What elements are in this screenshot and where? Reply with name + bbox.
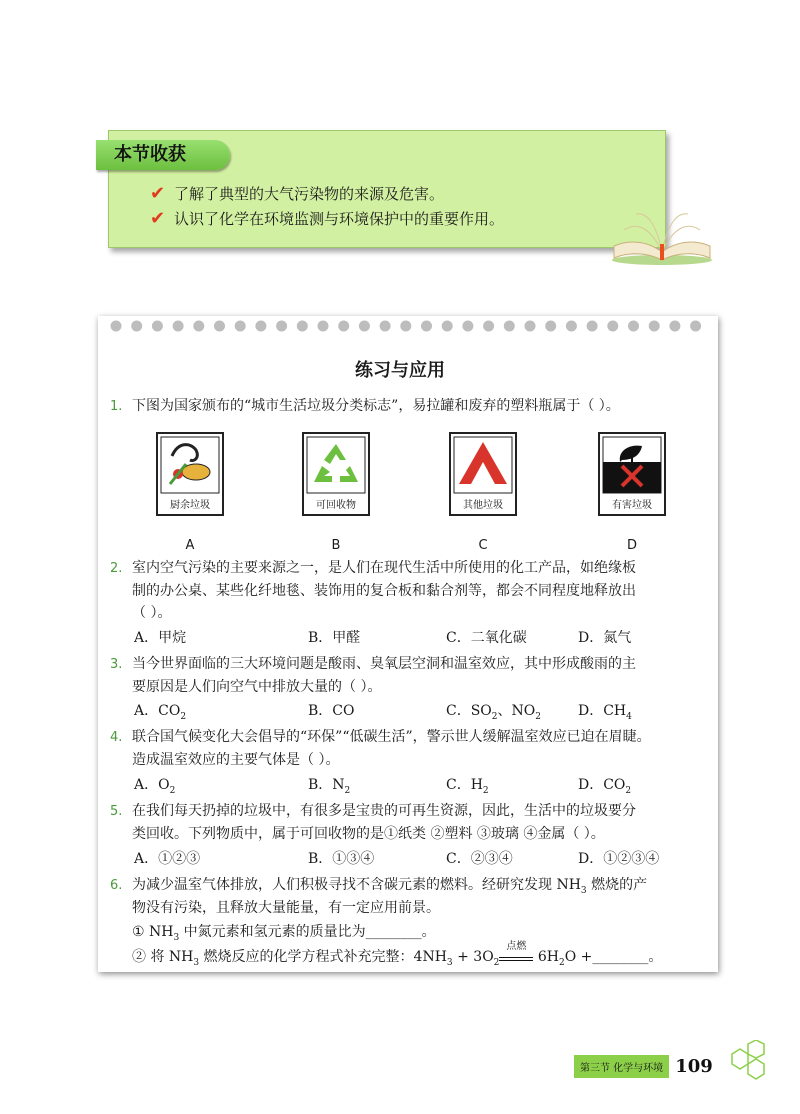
binder-hole	[338, 321, 349, 332]
exercise-title: 练习与应用	[355, 360, 445, 381]
other-waste-sign-icon	[449, 432, 517, 516]
sign-caption: 可回收物	[316, 500, 356, 511]
binder-hole	[359, 321, 370, 332]
option-d: D．氮气	[578, 630, 632, 646]
question-number: 6.	[110, 878, 123, 893]
question-text: 类回收。下列物质中，属于可回收物的是①纸类 ②塑料 ③玻璃 ④金属（ ）。	[132, 826, 605, 842]
option-b: B．$N_2$	[308, 777, 351, 796]
binder-hole	[545, 321, 556, 332]
checkmark-icon: ✔	[150, 183, 166, 204]
question-text: 联合国气候变化大会倡导的“环保”“低碳生活”，警示世人缓解温室效应已迫在眉睫。	[132, 729, 651, 745]
question-text: 下图为国家颁布的“城市生活垃圾分类标志”，易拉罐和废弃的塑料瓶属于（ ）。	[132, 398, 620, 414]
summary-item	[150, 208, 504, 229]
binder-hole	[297, 321, 308, 332]
binder-hole	[276, 321, 287, 332]
binder-hole	[318, 321, 329, 332]
open-book-icon	[610, 200, 714, 266]
question-part-2: ② 将 $NH_3$ 燃烧反应的化学方程式补充完整：$4NH_3 + 3O_2$ 点燃 $6H_2O$ +________。	[132, 941, 663, 968]
binder-hole	[442, 321, 453, 332]
question-text: 制的办公桌、某些化纤地毯、装饰用的复合板和黏合剂等，都会不同程度地释放出	[132, 583, 636, 599]
page-footer	[574, 1055, 713, 1077]
option-c: C．②③④	[446, 851, 513, 867]
option-a: A．甲烷	[134, 630, 187, 646]
checkmark-icon: ✔	[150, 208, 166, 229]
question-4	[110, 725, 651, 750]
option-a: A．$O_2$	[134, 777, 176, 796]
option-d: D．$CH_4$	[578, 703, 632, 722]
binder-hole	[235, 321, 246, 332]
option-d: D．①②③④	[578, 851, 660, 867]
option-label: A	[185, 538, 195, 553]
reaction-condition: 点燃	[499, 949, 533, 961]
section-tag: 第三节 化学与环境	[574, 1055, 669, 1078]
sign-caption: 有害垃圾	[612, 500, 652, 511]
binder-hole	[421, 321, 432, 332]
binder-hole	[400, 321, 411, 332]
sign-caption: 厨余垃圾	[170, 500, 210, 511]
option-c: C．$SO_2$、$NO_2$	[446, 703, 541, 722]
summary-tab: 本节收获	[96, 140, 230, 170]
option-b: B．甲醛	[308, 630, 361, 646]
question-3	[110, 652, 636, 677]
recyclable-sign-icon	[302, 432, 370, 516]
binder-hole	[483, 321, 494, 332]
binder-hole	[649, 321, 660, 332]
binder-hole	[193, 321, 204, 332]
question-part-1: ① $NH_3$ 中氮元素和氢元素的质量比为________。	[132, 924, 436, 943]
food-waste-sign-icon	[156, 432, 224, 516]
option-label: D	[626, 538, 637, 553]
binder-hole	[566, 321, 577, 332]
question-number: 1.	[110, 399, 123, 414]
binder-hole	[690, 321, 701, 332]
option-d: D．$CO_2$	[578, 777, 632, 796]
binder-hole	[607, 321, 618, 332]
question-text: （ ）。	[132, 605, 172, 621]
page-number: 109	[675, 1055, 713, 1077]
question-1	[110, 394, 710, 419]
question-number: 4.	[110, 730, 123, 745]
binder-holes	[108, 319, 708, 333]
option-c: C．二氧化碳	[446, 630, 527, 646]
binder-hole	[462, 321, 473, 332]
sign-caption: 其他垃圾	[463, 500, 503, 511]
question-text: 在我们每天扔掉的垃圾中，有很多是宝贵的可再生资源，因此，生活中的垃圾要分	[132, 803, 636, 819]
binder-hole	[173, 321, 184, 332]
option-b: B．①③④	[308, 851, 375, 867]
question-2	[110, 556, 636, 581]
option-b: B．CO	[308, 703, 355, 719]
binder-hole	[669, 321, 680, 332]
question-5	[110, 799, 636, 824]
binder-hole	[111, 321, 122, 332]
binder-hole	[504, 321, 515, 332]
option-a: A．①②③	[134, 851, 201, 867]
binder-hole	[525, 321, 536, 332]
binder-hole	[152, 321, 163, 332]
option-c: C．$H_2$	[446, 777, 489, 796]
option-label: B	[331, 538, 341, 553]
question-number: 5.	[110, 804, 123, 819]
question-number: 3.	[110, 657, 123, 672]
hexagon-decoration-icon	[722, 1040, 772, 1080]
question-text: 室内空气污染的主要来源之一，是人们在现代生活中所使用的化工产品，如绝缘板	[132, 560, 636, 576]
binder-hole	[628, 321, 639, 332]
hazardous-waste-sign-icon	[598, 432, 666, 516]
question-number: 2.	[110, 561, 123, 576]
question-text: 物没有污染，且释放大量能量，有一定应用前景。	[132, 900, 440, 916]
binder-hole	[587, 321, 598, 332]
summary-item-text: 了解了典型的大气污染物的来源及危害。	[174, 185, 445, 203]
summary-item	[150, 183, 444, 204]
option-label: C	[478, 538, 488, 553]
binder-hole	[214, 321, 225, 332]
binder-hole	[380, 321, 391, 332]
binder-hole	[131, 321, 142, 332]
binder-hole	[255, 321, 266, 332]
question-text: 要原因是人们向空气中排放大量的（ ）。	[132, 679, 382, 695]
question-6: 6. 为减少温室气体排放，人们积极寻找不含碳元素的燃料。经研究发现 $NH_3$ 燃烧的产	[110, 873, 647, 898]
summary-item-text: 认识了化学在环境监测与环境保护中的重要作用。	[174, 210, 505, 228]
question-text: 造成温室效应的主要气体是（ ）。	[132, 752, 340, 768]
question-text: 当今世界面临的三大环境问题是酸雨、臭氧层空洞和温室效应，其中形成酸雨的主	[132, 656, 636, 672]
option-a: A．$CO_2$	[134, 703, 187, 722]
